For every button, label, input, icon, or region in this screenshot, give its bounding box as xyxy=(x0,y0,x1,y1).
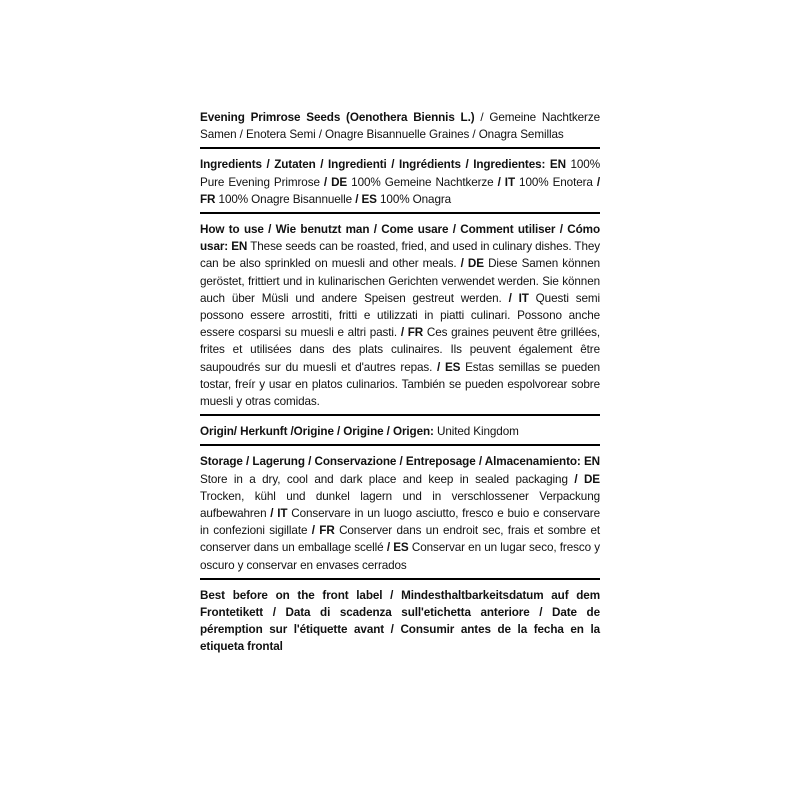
product-translations: / Gemeine Nachtkerze Samen / Enotera Semi / Onagre Bisannuelle Graines / Onagra Semillas xyxy=(200,111,600,142)
product-name-section xyxy=(200,108,600,147)
ingredients-section xyxy=(200,155,600,212)
product-name-text xyxy=(200,109,600,143)
ingredients-heading: Ingredients / Zutaten / Ingredienti / Ingrédients / Ingredientes: EN xyxy=(200,158,566,172)
storage-heading: Storage / Lagerung / Conservazione / Entreposage / Almacenamiento: xyxy=(200,455,581,469)
divider xyxy=(200,444,600,446)
how-to-use-section xyxy=(200,220,600,414)
storage-section xyxy=(200,452,600,577)
divider xyxy=(200,578,600,580)
divider xyxy=(200,212,600,214)
ingredients-text: Ingredients / Zutaten / Ingredienti / Ingrédients / Ingredientes: EN 100% Pure Evening Primrose / DE 100% Gemeine Nachtkerze / IT 100% Enotera / FR 100% Onagre Bisannuelle / ES 100% Onagra xyxy=(200,158,601,206)
origin-section xyxy=(200,422,600,444)
best-before-heading: Best before on the front label / Mindesthaltbarkeitsdatum auf dem Frontetikett / Data di scadenza sull'etichetta anteriore / Date de péremption sur l'étiquette avant / Consumir antes de la fecha en la etiqueta frontal xyxy=(200,588,600,654)
storage-text: Storage / Lagerung / Conservazione / Entreposage / Almacenamiento: EN Store in a dry, cool and dark place and keep in sealed packaging / DE Trocken, kühl und dunkel lagern und in verschlossener Verpackung aufbewahren / IT Conservare in un luogo asciutto, fresco e buio e conservare in confezioni sigillate / FR Conserver dans un endroit sec, frais et sombre et conserver dans un emballage scellé / ES Conservar en un lugar seco, fresco y oscuro y conservar en envases cerrados xyxy=(200,455,601,572)
how-to-use-text: How to use / Wie benutzt man / Come usare / Comment utiliser / Cómo usar: EN These seeds can be roasted, fried, and used in culinary dishes. They can be also sprinkled on muesli and other meals. / DE Diese Samen können geröstet, frittiert und in kulinarischen Gerichten verwendet werden. Sie können auch über Müsli und andere Speisen gestreut werden. / IT Questi semi possono essere arrostiti, fritti e utilizzati in piatti culinari. Possono anche essere cosparsi su muesli e altri pasti. / FR Ces graines peuvent être grillées, frites et utilisées dans des plats culinaires. Ils peuvent également être saupoudrés sur du muesli et d'autres repas. / ES Estas semillas se pueden tostar, freír y usar en platos culinarios. También se pueden espolvorear sobre muesli y otras comidas. xyxy=(200,223,601,409)
origin-value: United Kingdom xyxy=(433,425,519,439)
product-label xyxy=(200,108,600,660)
best-before-text xyxy=(200,587,600,656)
how-to-use-heading: How to use / Wie benutzt man / Come usare / Comment utiliser / Cómo usar: EN xyxy=(200,223,600,254)
product-name: Evening Primrose Seeds (Oenothera Biennis L.) xyxy=(200,111,475,124)
origin-text xyxy=(200,423,600,440)
origin-heading: Origin/ Herkunft /Origine / Origine / Origen: xyxy=(200,425,434,439)
divider xyxy=(200,147,600,149)
best-before-section xyxy=(200,586,600,660)
divider xyxy=(200,414,600,416)
